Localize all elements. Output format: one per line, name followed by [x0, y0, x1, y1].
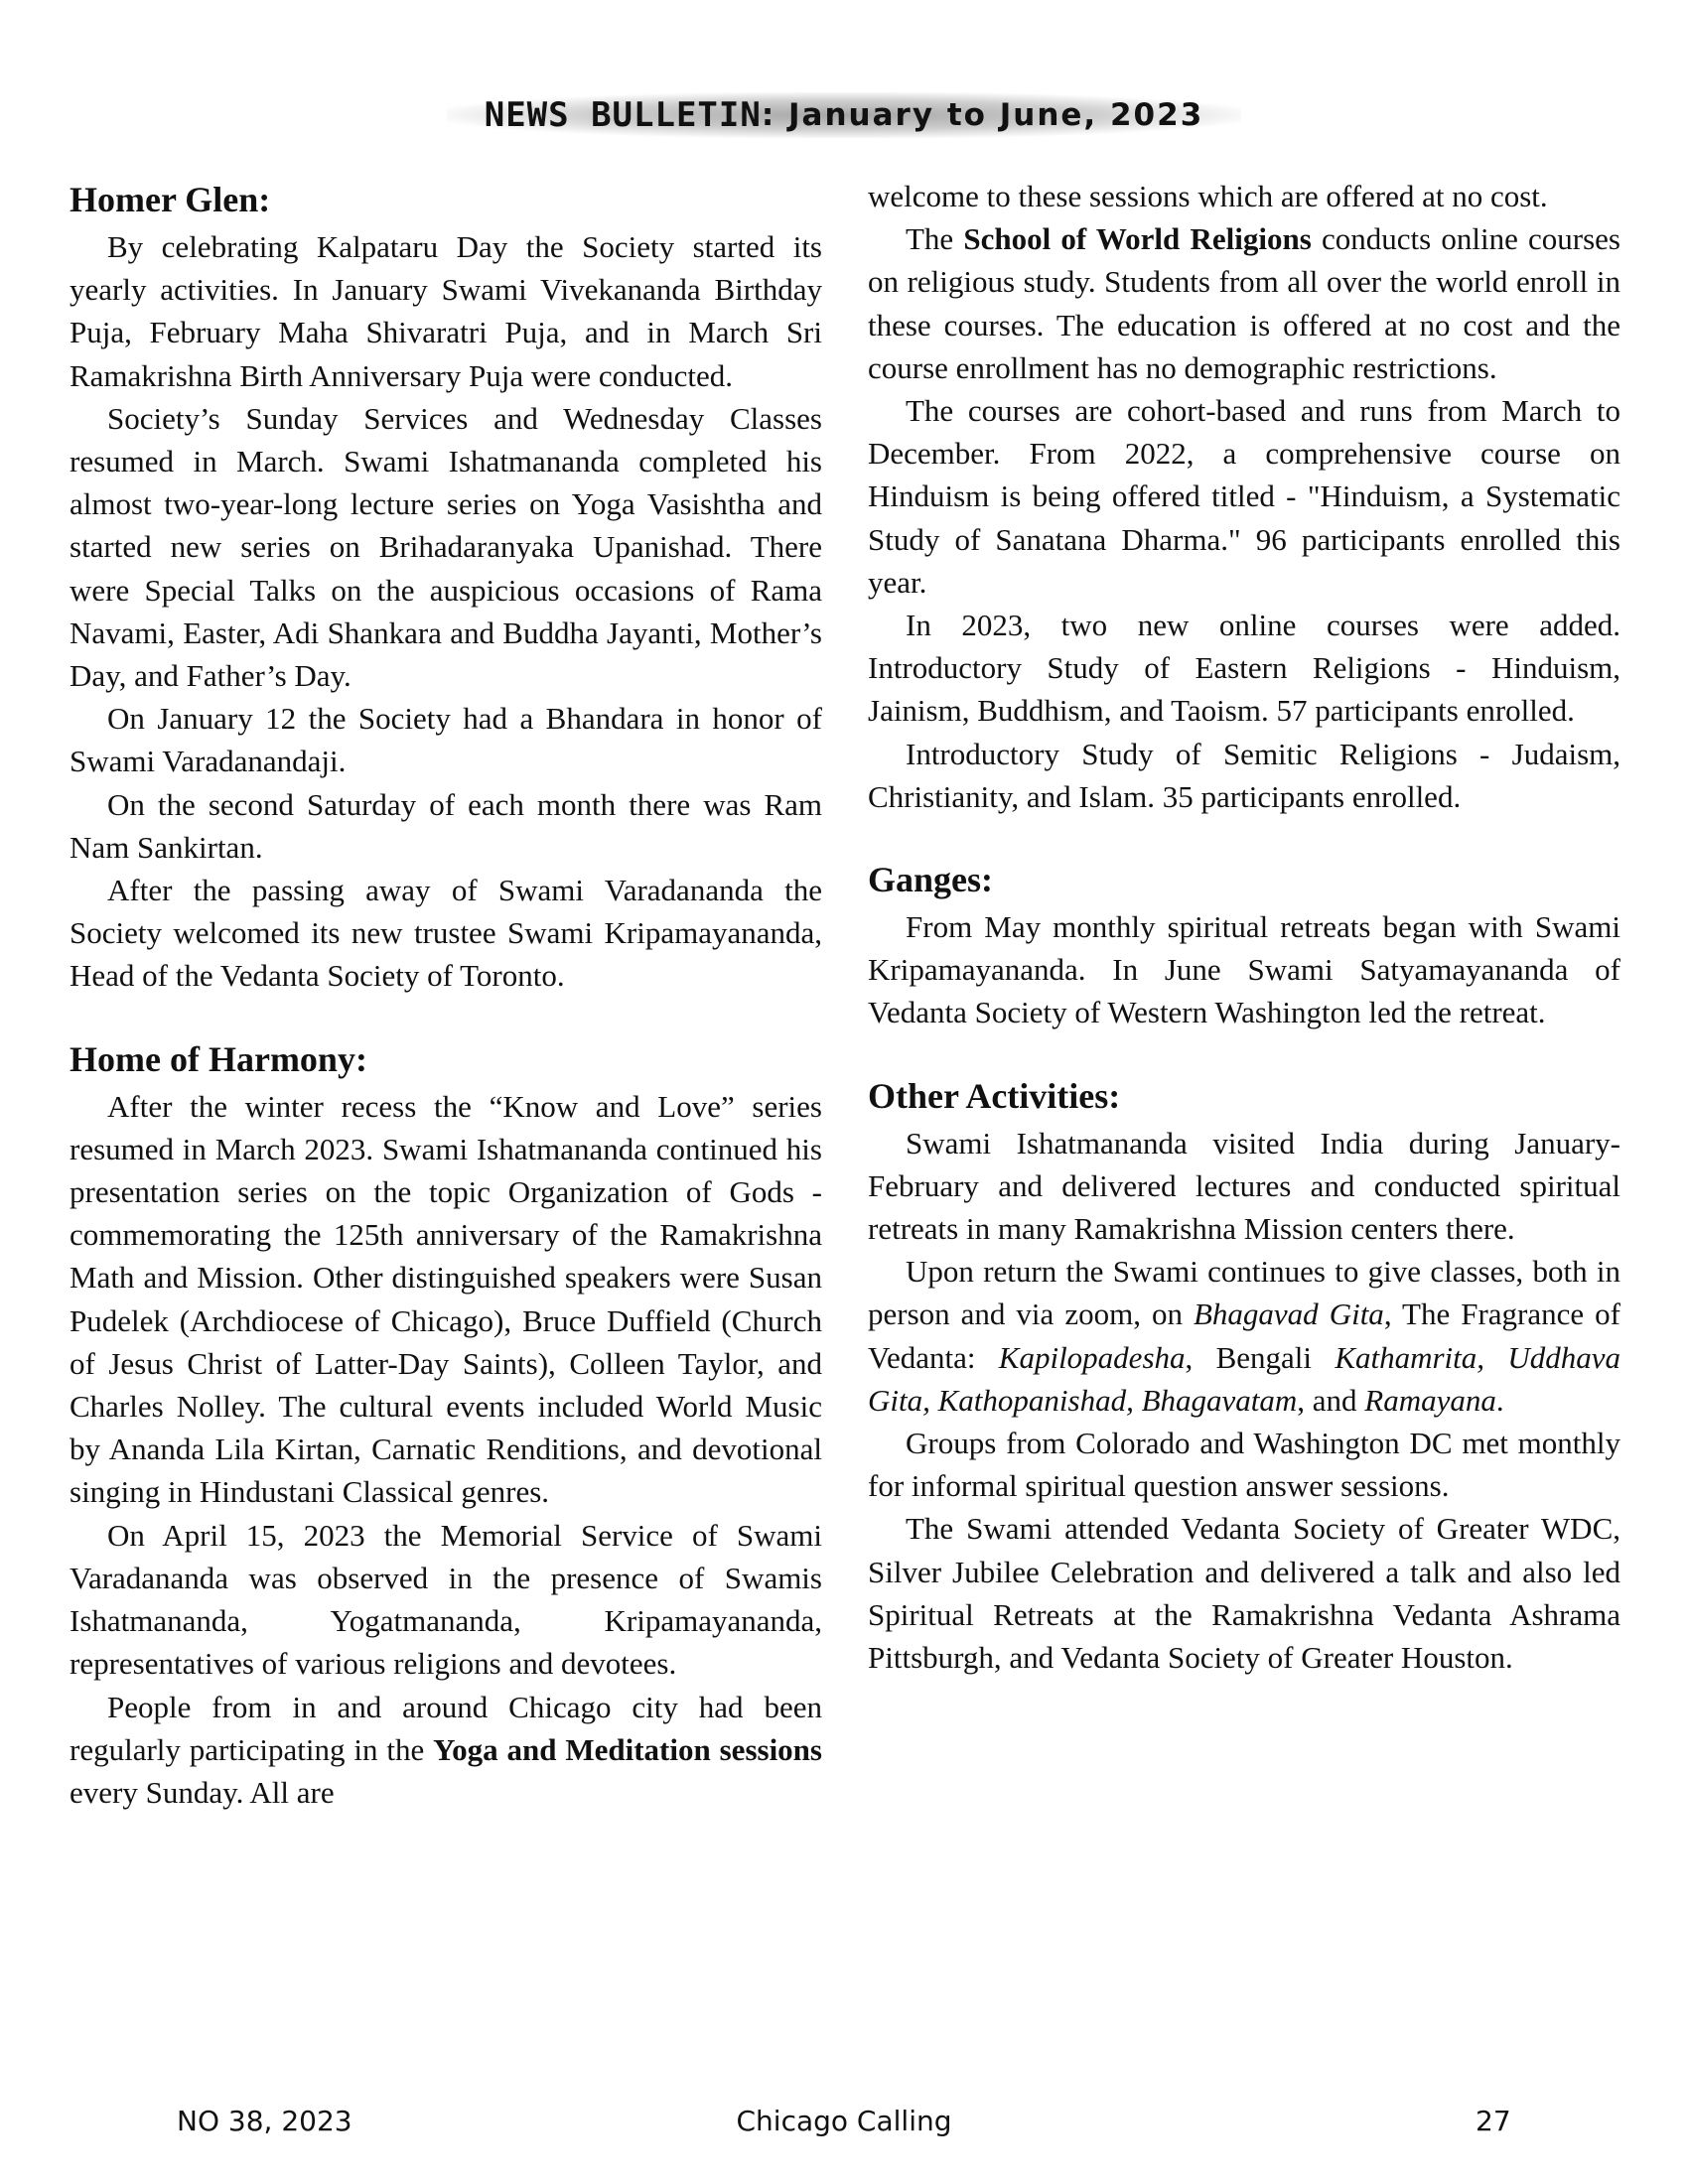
- paragraph: [868, 217, 1620, 389]
- paragraph: Groups from Colorado and Washington DC met monthly for informal spiritual question answer sessions.: [868, 1426, 1620, 1504]
- news-bulletin-banner: [447, 92, 1241, 138]
- paragraph: Introductory Study of Semitic Religions - Judaism, Christianity, and Islam. 35 participants enrolled.: [868, 736, 1620, 814]
- section-spacer: [868, 818, 1620, 854]
- text-run: every Sunday. All are: [70, 1774, 335, 1810]
- left-column: [70, 174, 822, 1814]
- text-run: Upon return the Swami continues to give classes, both in person and via zoom, on: [868, 1254, 1620, 1332]
- paragraph: From May monthly spiritual retreats began with Swami Kripamayananda. In June Swami Satyamayananda of Vedanta Society of Western Washington led the retreat.: [868, 909, 1620, 1030]
- paragraph: After the winter recess the “Know and Love” series resumed in March 2023. Swami Ishatmananda continued his presentation series on the topic Organization of Gods - commemorating the 125th anniversary of the Ramakrishna Math and Mission. Other distinguished speakers were Susan Pudelek (Archdiocese of Chicago), Bruce Duffield (Church of Jesus Christ of Latter-Day Saints), Colleen Taylor, and Charles Nolley. The cultural events included World Music by Ananda Lila Kirtan, Carnatic Renditions, and devotional singing in Hindustani Classical genres.: [70, 1088, 822, 1510]
- banner-title: NEWS BULLETIN: [484, 95, 762, 135]
- section-heading-other-activities: Other Activities:: [868, 1075, 1121, 1116]
- banner-subtitle: : January to June, 2023: [761, 97, 1204, 133]
- text-run: , The Fragrance of Vedanta:: [868, 1297, 1620, 1375]
- text-run: The: [906, 221, 964, 257]
- bold-text-run: Yoga and Meditation sessions: [433, 1731, 822, 1767]
- text-run: conducts online courses on religious study. Students from all over the world enroll in these courses. The education is offered at no cost and the course enrollment has no demographic restrictions.: [868, 221, 1621, 385]
- paragraph-continued: welcome to these sessions which are offered at no cost.: [868, 179, 1548, 213]
- section-heading-home-of-harmony: Home of Harmony:: [70, 1038, 367, 1079]
- bold-text-run: School of World Religions: [963, 221, 1312, 257]
- text-run: , Bengali: [1185, 1339, 1336, 1375]
- italic-text-run: Kathamrita, Uddhava Gita, Kathopanishad, Bhagavatam: [868, 1339, 1620, 1418]
- section-heading-homer-glen: Homer Glen:: [70, 180, 271, 219]
- italic-text-run: Ramayana: [1364, 1382, 1496, 1418]
- paragraph: After the passing away of Swami Varadananda the Society welcomed its new trustee Swami Kripamayananda, Head of the Vedanta Society of Toronto.: [70, 873, 822, 994]
- text-run: People from in and around Chicago city had been regularly participating in the: [70, 1689, 822, 1767]
- paragraph: On January 12 the Society had a Bhandara in honor of Swami Varadanandaji.: [70, 701, 822, 779]
- footer-issue: NO 38, 2023: [177, 2105, 352, 2137]
- paragraph: On April 15, 2023 the Memorial Service of Swami Varadananda was observed in the presence of Swamis Ishatmananda, Yogatmananda, Kripamayananda, representatives of various religions and devotees.: [70, 1517, 822, 1682]
- footer-publication: Chicago Calling: [736, 2105, 952, 2137]
- paragraph: The Swami attended Vedanta Society of Greater WDC, Silver Jubilee Celebration and delivered a talk and also led Spiritual Retreats at the Ramakrishna Vedanta Ashrama Pittsburgh, and Vedanta Society of Greater Houston.: [868, 1511, 1620, 1676]
- paragraph: [868, 1250, 1620, 1422]
- page-footer: [0, 2105, 1688, 2144]
- section-spacer: [70, 998, 822, 1033]
- paragraph: On the second Saturday of each month there was Ram Nam Sankirtan.: [70, 786, 822, 865]
- italic-text-run: Kapilopadesha: [998, 1339, 1186, 1375]
- footer-page-number: 27: [1476, 2105, 1511, 2137]
- paragraph: In 2023, two new online courses were added. Introductory Study of Eastern Religions - Hinduism, Jainism, Buddhism, and Taoism. 57 participants enrolled.: [868, 608, 1620, 729]
- section-spacer: [868, 1034, 1620, 1070]
- paragraph: The courses are cohort-based and runs from March to December. From 2022, a comprehensive course on Hinduism is being offered titled - "Hinduism, a Systematic Study of Sanatana Dharma." 96 participants enrolled this year.: [868, 393, 1620, 600]
- paragraph: By celebrating Kalpataru Day the Society started its yearly activities. In January Swami Vivekananda Birthday Puja, February Maha Shivaratri Puja, and in March Sri Ramakrishna Birth Anniversary Puja were conducted.: [70, 229, 822, 393]
- text-run: .: [1495, 1382, 1504, 1418]
- italic-text-run: Bhagavad Gita: [1193, 1297, 1384, 1332]
- paragraph: Swami Ishatmananda visited India during January-February and delivered lectures and conducted spiritual retreats in many Ramakrishna Mission centers there.: [868, 1125, 1620, 1247]
- paragraph: [70, 1686, 822, 1815]
- paragraph: Society’s Sunday Services and Wednesday Classes resumed in March. Swami Ishatmananda completed his almost two-year-long lecture series on Yoga Vasishtha and started new series on Brihadaranyaka Upanishad. There were Special Talks on the auspicious occasions of Rama Navami, Easter, Adi Shankara and Buddha Jayanti, Mother’s Day, and Father’s Day.: [70, 400, 822, 694]
- text-run: , and: [1297, 1382, 1365, 1418]
- right-column: [868, 175, 1620, 1679]
- section-heading-ganges: Ganges:: [868, 860, 993, 900]
